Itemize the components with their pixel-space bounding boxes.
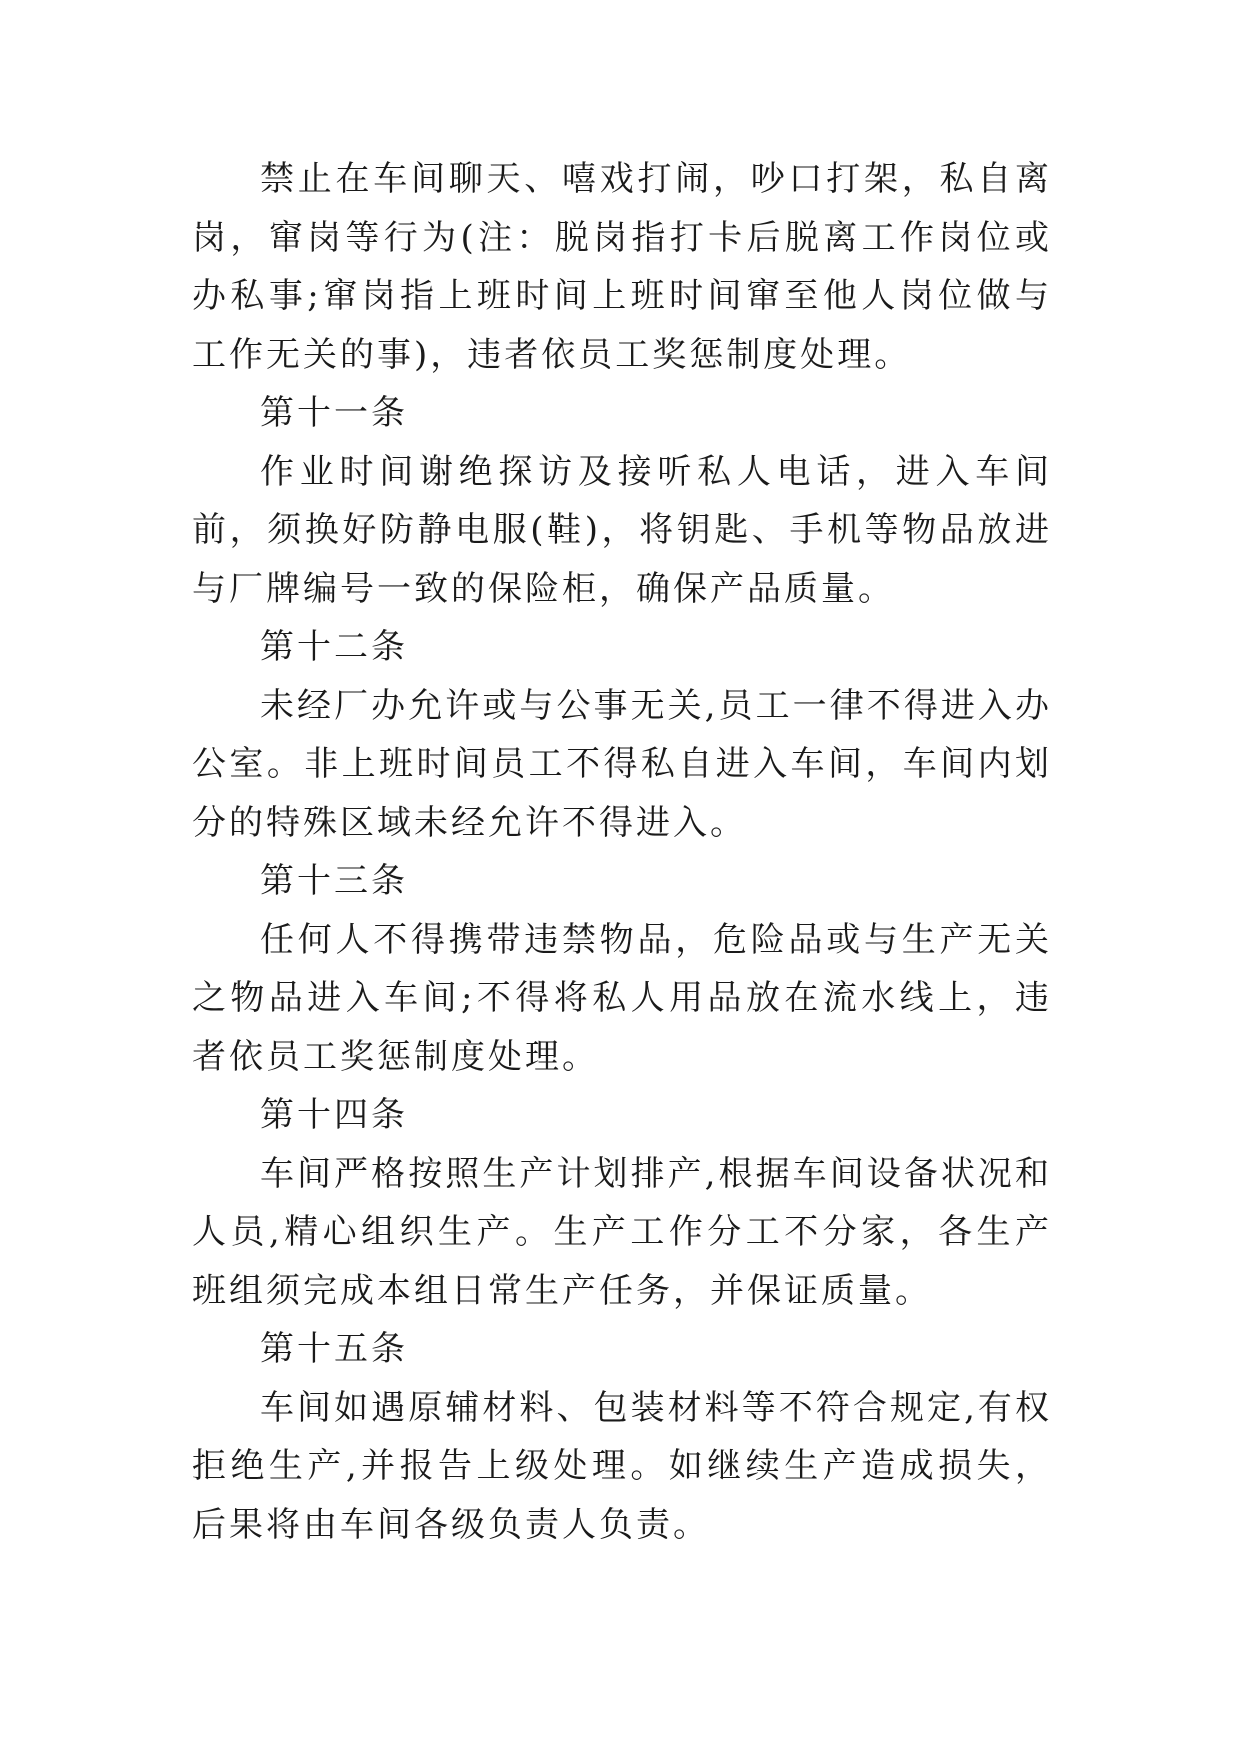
paragraph-article-14: 车间严格按照生产计划排产,根据车间设备状况和人员,精心组织生产。生产工作分工不分家，各生产班组须完成本组日常生产任务，并保证质量。 bbox=[192, 1153, 1052, 1311]
paragraph-article-11: 作业时间谢绝探访及接听私人电话，进入车间前，须换好防静电服(鞋)，将钥匙、手机等物品放进与厂牌编号一致的保险柜，确保产品质量。 bbox=[192, 451, 1052, 609]
article-heading-11: 第十一条 bbox=[260, 393, 408, 433]
article-heading-14: 第十四条 bbox=[260, 1095, 408, 1135]
article-heading-12: 第十二条 bbox=[260, 627, 408, 667]
paragraph-workshop-conduct: 禁止在车间聊天、嘻戏打闹，吵口打架，私自离岗，窜岗等行为(注：脱岗指打卡后脱离工作岗位或办私事;窜岗指上班时间上班时间窜至他人岗位做与工作无关的事)，违者依员工奖惩制度处理。 bbox=[192, 159, 1052, 375]
paragraph-article-15: 车间如遇原辅材料、包装材料等不符合规定,有权拒绝生产,并报告上级处理。如继续生产造成损失，后果将由车间各级负责人负责。 bbox=[192, 1387, 1052, 1545]
article-heading-13: 第十三条 bbox=[260, 861, 408, 901]
paragraph-article-12: 未经厂办允许或与公事无关,员工一律不得进入办公室。非上班时间员工不得私自进入车间，车间内划分的特殊区域未经允许不得进入。 bbox=[192, 685, 1052, 843]
paragraph-article-13: 任何人不得携带违禁物品，危险品或与生产无关之物品进入车间;不得将私人用品放在流水线上，违者依员工奖惩制度处理。 bbox=[192, 919, 1052, 1077]
document-body bbox=[192, 150, 1052, 1554]
article-heading-15: 第十五条 bbox=[260, 1329, 408, 1369]
